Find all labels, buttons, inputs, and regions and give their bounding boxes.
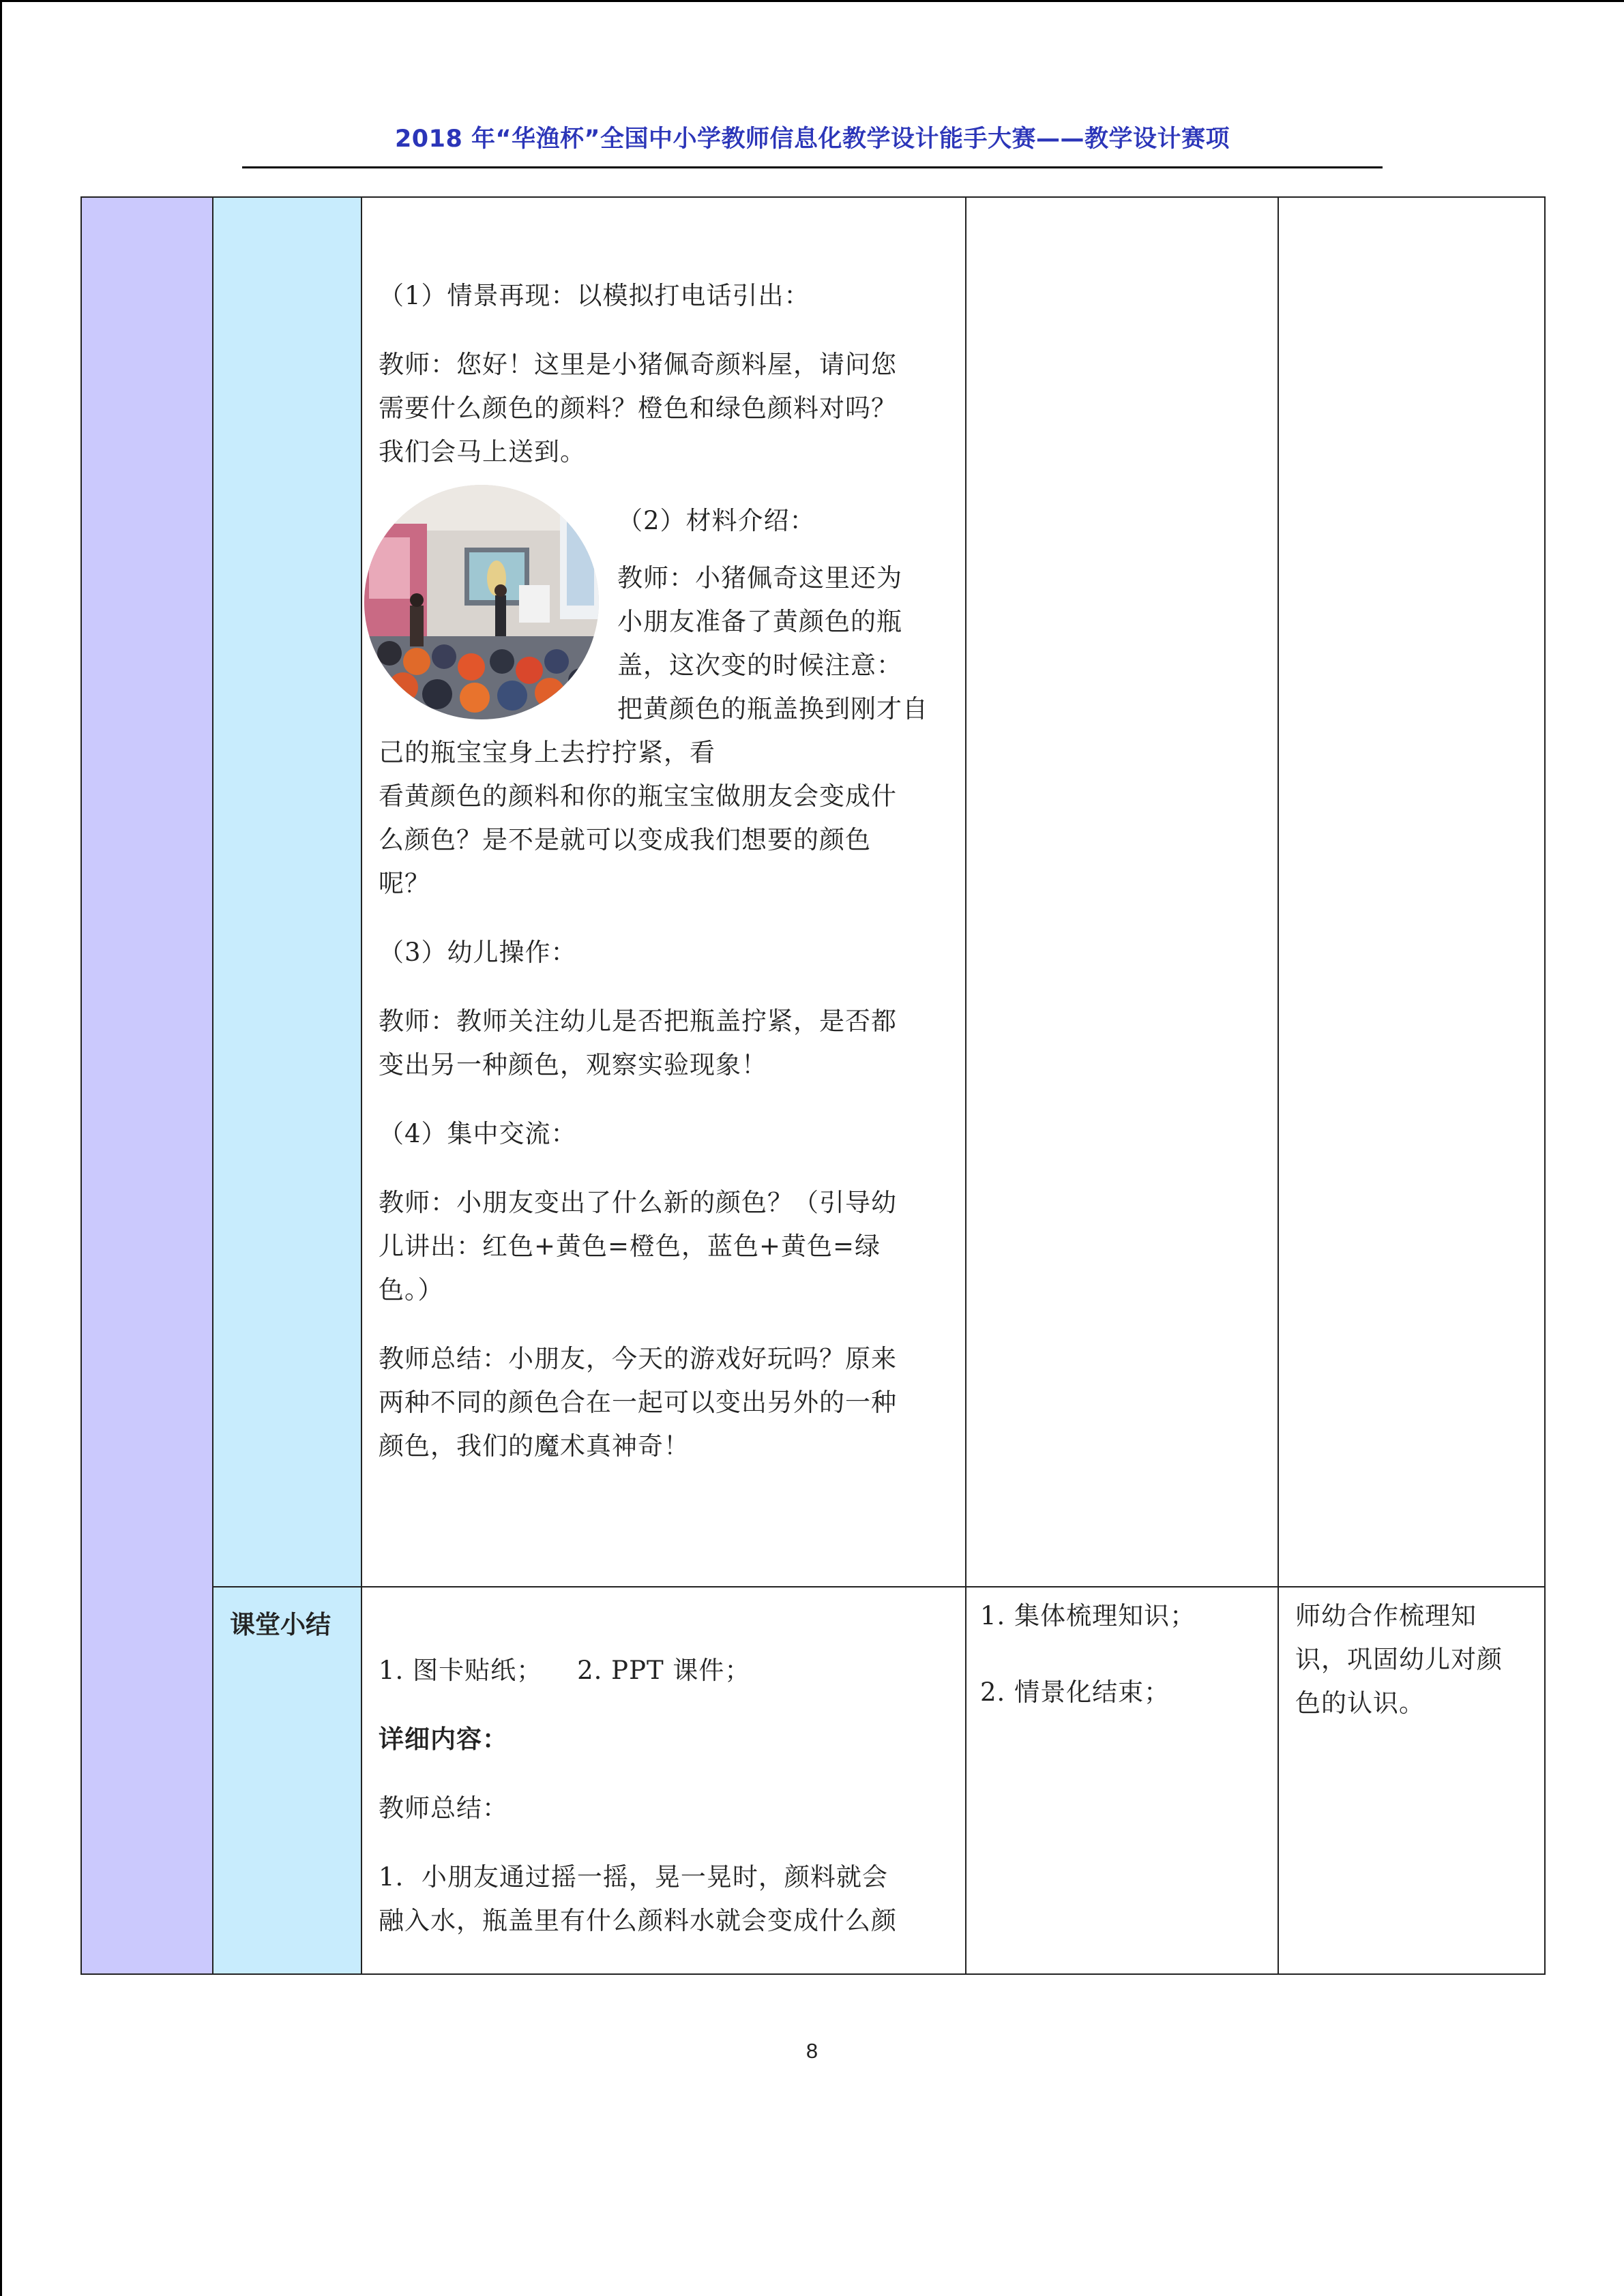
intent-text: 师幼合作梳理知 识，巩固幼儿对颜 色的认识。 xyxy=(1295,1601,1503,1718)
paragraph-teacher-question: 教师：小朋友变出了什么新的颜色？（引导幼 儿讲出：红色+黄色=橙色，蓝色+黄色=绿 色。） xyxy=(379,1188,897,1304)
table-row-summary xyxy=(81,1587,1545,1974)
activity-cell-empty xyxy=(966,197,1278,1587)
page-left-border xyxy=(0,0,2,2296)
page-top-border xyxy=(0,0,1624,2)
content-cell-summary xyxy=(361,1587,966,1974)
paragraph-summary-label: 教师总结： xyxy=(379,1793,508,1823)
intent-cell-summary xyxy=(1278,1587,1545,1974)
lesson-plan-table xyxy=(80,196,1546,1975)
classroom-photo xyxy=(362,483,601,721)
table-row-activity xyxy=(81,197,1545,1587)
paragraph-teacher-observe: 教师：教师关注幼儿是否把瓶盖拧紧，是否都 变出另一种颜色，观察实验现象！ xyxy=(379,1007,897,1079)
activity-item-1: 1. 集体梳理知识； xyxy=(980,1601,1196,1630)
paragraph-materials-title: （2）材料介绍： xyxy=(617,506,816,535)
paragraph-teacher-summary: 教师总结：小朋友，今天的游戏好玩吗？原来 两种不同的颜色合在一起可以变出另外的一种 颜色，我们的魔术真神奇！ xyxy=(379,1344,897,1461)
stage-cell-summary xyxy=(213,1587,361,1974)
classroom-photo-circle xyxy=(362,483,601,721)
paragraph-resources: 1. 图卡贴纸； 2. PPT 课件； xyxy=(379,1656,751,1685)
page-number: 8 xyxy=(806,2039,818,2063)
paragraph-group-exchange: （4）集中交流： xyxy=(379,1119,577,1148)
paragraph-teacher-call: 教师：您好！这里是小猪佩奇颜料屋，请问您 需要什么颜色的颜料？橙色和绿色颜料对吗？ 我们会马上送到。 xyxy=(379,350,897,466)
header-rule xyxy=(242,166,1383,168)
paragraph-materials-detail: 教师：小猪佩奇这里还为 小朋友准备了黄颜色的瓶 盖，这次变的时候注意： 把黄颜色的瓶盖换到刚才自 己的瓶宝宝身上去拧拧紧，看 看黄颜色的颜料和你的瓶宝宝做朋友会变成什 么颜色？是不是就可以变成我们想要的颜色 呢？ xyxy=(379,563,928,898)
stage-label-summary: 课堂小结 xyxy=(230,1610,331,1639)
paragraph-summary-point1: 1. 小朋友通过摇一摇，晃一晃时，颜料就会 融入水，瓶盖里有什么颜料水就会变成什么颜 xyxy=(379,1862,897,1935)
paragraph-scene: （1）情景再现：以模拟打电话引出： xyxy=(379,281,810,310)
paragraph-child-operation: （3）幼儿操作： xyxy=(379,938,577,967)
content-cell-activity xyxy=(361,197,966,1587)
paragraph-detail-heading: 详细内容： xyxy=(379,1725,508,1754)
activity-item-2: 2. 情景化结束； xyxy=(980,1678,1170,1707)
materials-block xyxy=(379,499,949,906)
phase-column-cell xyxy=(81,197,213,1974)
stage-cell-empty xyxy=(213,197,361,1587)
activity-cell-summary xyxy=(966,1587,1278,1974)
page-header-title: 2018 年“华渔杯”全国中小学教师信息化教学设计能手大赛——教学设计赛项 xyxy=(394,125,1230,153)
intent-cell-empty xyxy=(1278,197,1545,1587)
